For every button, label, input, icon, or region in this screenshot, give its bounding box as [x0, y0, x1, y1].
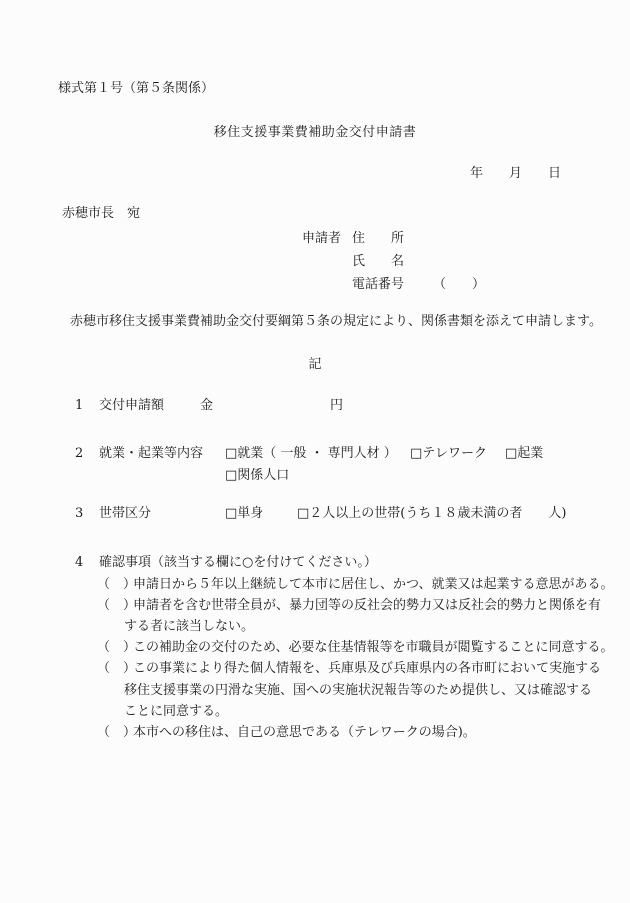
- confirmation-checkbox[interactable]: （ ）: [97, 640, 137, 655]
- confirmation-checkbox[interactable]: （ ）: [97, 577, 137, 592]
- item1-number: 1: [75, 398, 84, 413]
- phone-blank-field[interactable]: （ ）: [433, 277, 486, 292]
- checkbox-telework[interactable]: □テレワーク: [410, 446, 488, 461]
- name-field-label: 氏 名: [352, 254, 405, 269]
- item4-number: 4: [75, 555, 84, 570]
- phone-field-label: 電話番号: [352, 277, 405, 292]
- item1-label: 交付申請額: [99, 398, 165, 413]
- addressee: 赤穂市長 宛: [62, 206, 141, 221]
- confirmation-text: 本市への移住は、自己の意思である（テレワークの場合)。: [133, 725, 476, 740]
- confirmation-checkbox[interactable]: （ ）: [97, 661, 137, 676]
- confirmation-checkbox[interactable]: （ ）: [97, 598, 137, 613]
- confirmation-text: 申請者を含む世帯全員が、暴力団等の反社会的勢力又は反社会的勢力と関係を有: [133, 598, 602, 613]
- item2-number: 2: [75, 446, 84, 461]
- confirmation-text: ことに同意する。: [124, 704, 229, 719]
- checkbox-startup[interactable]: □起業: [505, 446, 544, 461]
- checkbox-employment[interactable]: □就業（ 一般 ・ 専門人材 ）: [225, 446, 397, 461]
- confirmation-text: 申請日から５年以上継続して本市に居住し、かつ、就業又は起業する意思がある。: [133, 577, 614, 592]
- page-title: 移住支援事業費補助金交付申請書: [213, 125, 417, 140]
- applicant-label: 申請者: [302, 231, 342, 246]
- amount-prefix: 金: [200, 398, 214, 413]
- form-number: 様式第１号（第５条関係）: [58, 81, 215, 96]
- item3-label: 世帯区分: [99, 506, 152, 521]
- confirmation-text: この事業により得た個人情報を、兵庫県及び兵庫県内の各市町において実施する: [133, 661, 602, 676]
- amount-suffix: 円: [330, 398, 344, 413]
- declaration-text: 赤穂市移住支援事業費補助金交付要綱第５条の規定により、関係書類を添えて申請します。: [70, 314, 602, 329]
- confirmation-text: 移住支援事業の円滑な実施、国への実施状況報告等のため提供し、又は確認する: [124, 683, 593, 698]
- item2-label: 就業・起業等内容: [99, 446, 204, 461]
- checkbox-family[interactable]: □２人以上の世帯(うち１８歳未満の者 人): [297, 506, 567, 521]
- checkbox-related-population[interactable]: □関係人口: [225, 468, 290, 483]
- item3-number: 3: [75, 506, 84, 521]
- confirmation-text: する者に該当しない。: [124, 619, 255, 634]
- item4-label: 確認事項（該当する欄に○を付けてください。）: [99, 555, 377, 570]
- list-marker: 記: [308, 357, 322, 372]
- date-line: 年 月 日: [470, 166, 562, 181]
- checkbox-single[interactable]: □単身: [225, 506, 264, 521]
- confirmation-text: この補助金の交付のため、必要な住基情報等を市職員が閲覧することに同意する。: [133, 640, 614, 655]
- confirmation-checkbox[interactable]: （ ）: [97, 725, 137, 740]
- address-field-label: 住 所: [352, 231, 405, 246]
